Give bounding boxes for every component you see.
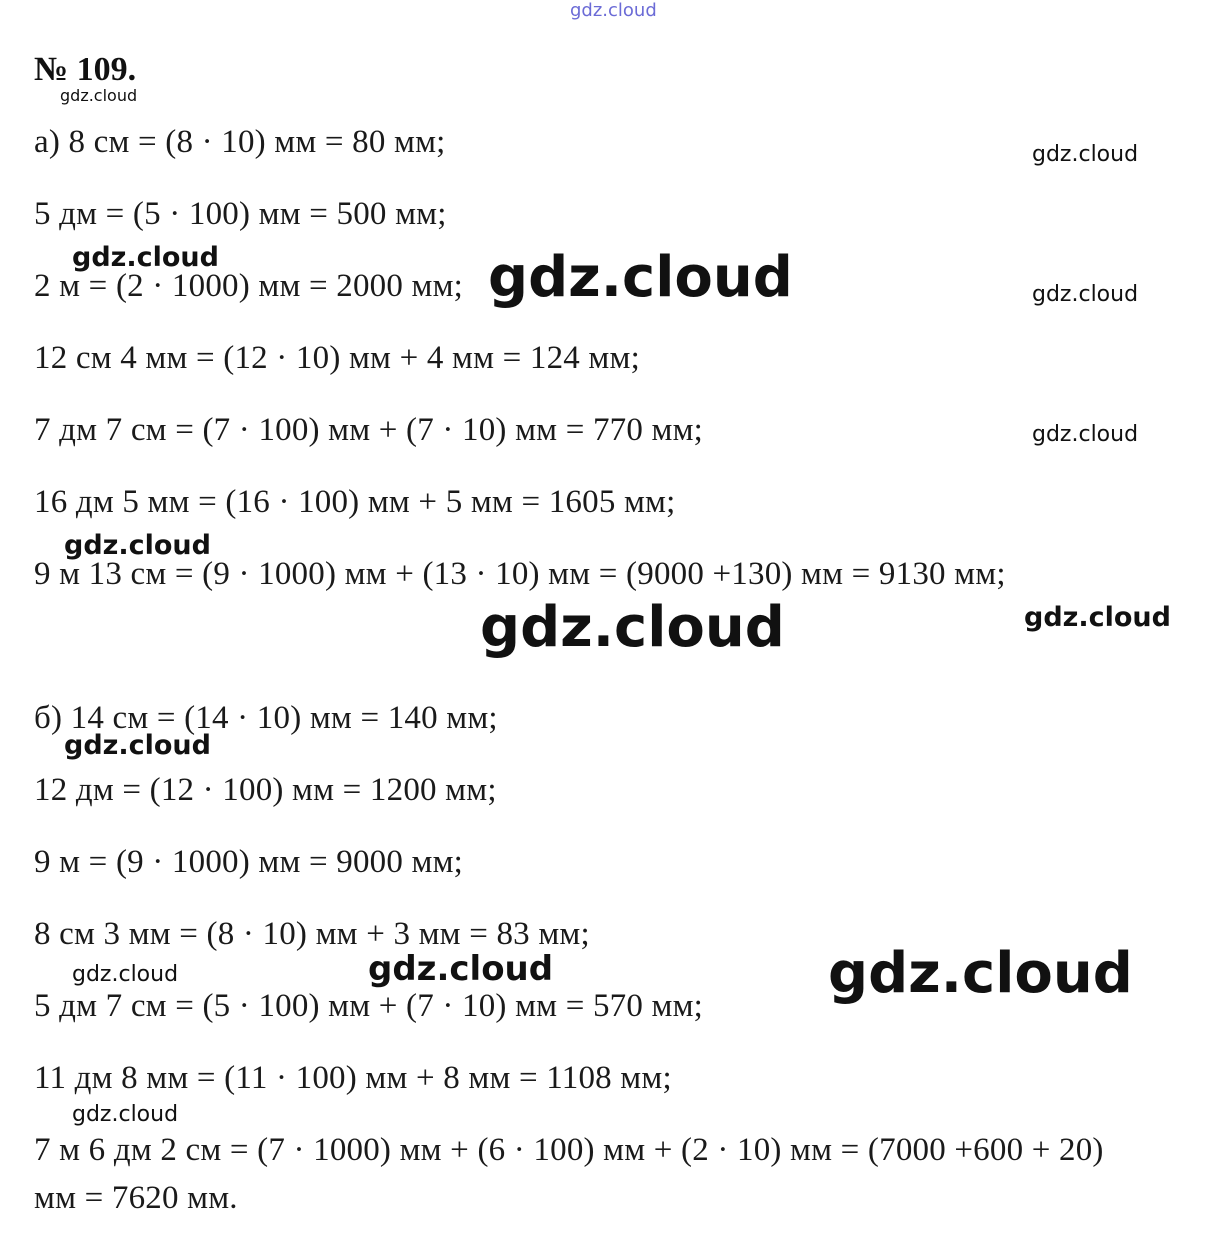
solution-line: 2 м = (2 · 1000) мм = 2000 мм; (34, 268, 464, 304)
watermark: gdz.cloud (828, 941, 1133, 1006)
solution-line: а) 8 см = (8 · 10) мм = 80 мм; (34, 124, 446, 160)
solution-line: мм = 7620 мм. (34, 1180, 238, 1216)
watermark: gdz.cloud (72, 962, 179, 987)
watermark: gdz.cloud (480, 595, 785, 660)
solution-line: 11 дм 8 мм = (11 · 100) мм + 8 мм = 1108 мм; (34, 1060, 672, 1096)
solution-line: 5 дм = (5 · 100) мм = 500 мм; (34, 196, 447, 232)
solution-line: 7 м 6 дм 2 см = (7 · 1000) мм + (6 · 100) мм + (2 · 10) мм = (7000 +600 + 20) (34, 1132, 1104, 1168)
solution-line: 5 дм 7 см = (5 · 100) мм + (7 · 10) мм = 570 мм; (34, 988, 704, 1024)
watermark: gdz.cloud (368, 949, 554, 989)
solution-line: 12 см 4 мм = (12 · 10) мм + 4 мм = 124 мм; (34, 340, 640, 376)
watermark: gdz.cloud (64, 730, 211, 761)
watermark: gdz.cloud (1032, 282, 1139, 307)
solution-line: б) 14 см = (14 · 10) мм = 140 мм; (34, 700, 498, 736)
watermark: gdz.cloud (72, 1102, 179, 1127)
header-watermark: gdz.cloud (570, 0, 657, 21)
watermark: gdz.cloud (60, 86, 138, 105)
solution-line: 7 дм 7 см = (7 · 100) мм + (7 · 10) мм = 770 мм; (34, 412, 704, 448)
watermark: gdz.cloud (1024, 602, 1171, 633)
solution-line: 16 дм 5 мм = (16 · 100) мм + 5 мм = 1605 мм; (34, 484, 676, 520)
solution-line: 9 м 13 см = (9 · 1000) мм + (13 · 10) мм = (9000 +130) мм = 9130 мм; (34, 556, 1006, 592)
watermark: gdz.cloud (488, 245, 793, 310)
problem-title: № 109. (34, 51, 137, 88)
watermark: gdz.cloud (1032, 422, 1139, 447)
watermark: gdz.cloud (72, 242, 219, 273)
watermark: gdz.cloud (1032, 142, 1139, 167)
watermark: gdz.cloud (64, 530, 211, 561)
solution-line: 12 дм = (12 · 100) мм = 1200 мм; (34, 772, 497, 808)
solution-line: 8 см 3 мм = (8 · 10) мм + 3 мм = 83 мм; (34, 916, 590, 952)
solution-line: 9 м = (9 · 1000) мм = 9000 мм; (34, 844, 464, 880)
